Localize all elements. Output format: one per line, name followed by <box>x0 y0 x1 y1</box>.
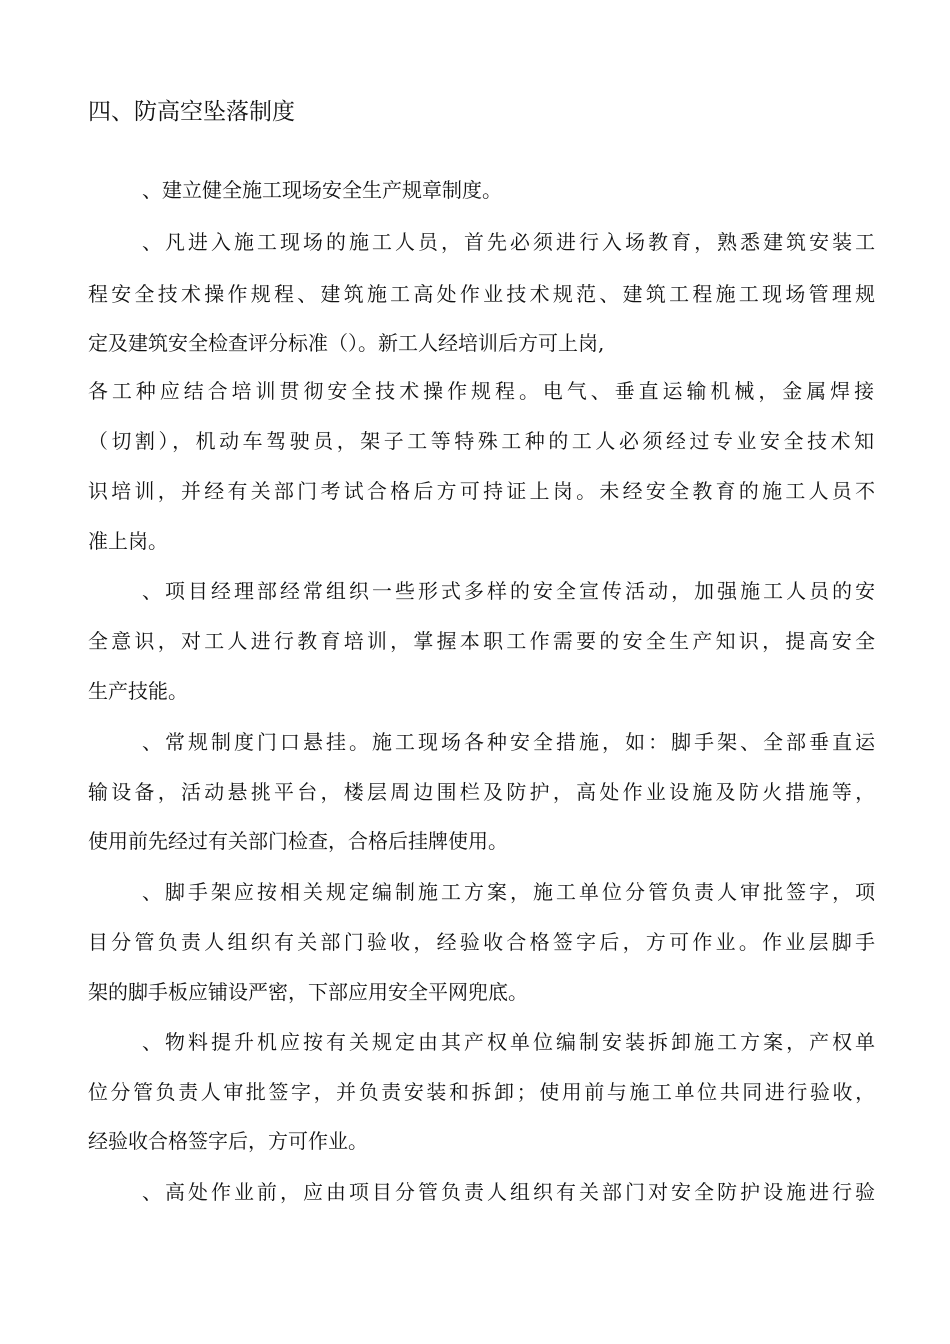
paragraph-line: 经验收合格签字后，方可作业。 <box>88 1129 368 1153</box>
paragraph-line: 架的脚手板应铺设严密，下部应用安全平网兜底。 <box>88 980 528 1004</box>
paragraph-line: 生产技能。 <box>88 679 188 703</box>
paragraph-line: 、凡进入施工现场的施工人员，首先必须进行入场教育，熟悉建筑安装工 <box>142 230 879 254</box>
paragraph-line: 、建立健全施工现场安全生产规章制度。 <box>142 178 502 202</box>
paragraph-line: 使用前先经过有关部门检查，合格后挂牌使用。 <box>88 829 508 853</box>
paragraph-line: 定及建筑安全检查评分标准（）。新工人经培训后方可上岗, <box>88 331 605 355</box>
paragraph-line: 、高处作业前，应由项目分管负责人组织有关部门对安全防护设施进行验 <box>142 1180 879 1204</box>
paragraph-line: 、脚手架应按相关规定编制施工方案，施工单位分管负责人审批签字，项 <box>142 880 879 904</box>
paragraph-line: 识培训，并经有关部门考试合格后方可持证上岗。未经安全教育的施工人员不 <box>88 479 879 503</box>
paragraph-line: 、项目经理部经常组织一些形式多样的安全宣传活动，加强施工人员的安 <box>142 579 879 603</box>
paragraph-line: 目分管负责人组织有关部门验收，经验收合格签字后，方可作业。作业层脚手 <box>88 930 879 954</box>
paragraph-line: 程安全技术操作规程、建筑施工高处作业技术规范、建筑工程施工现场管理规 <box>88 282 879 306</box>
paragraph-line: 准上岗。 <box>88 529 168 553</box>
section-heading: 四、防高空坠落制度 <box>88 99 295 125</box>
paragraph-line: 、物料提升机应按有关规定由其产权单位编制安装拆卸施工方案，产权单 <box>142 1030 879 1054</box>
paragraph-line: 、常规制度门口悬挂。施工现场各种安全措施，如：脚手架、全部垂直运 <box>142 730 879 754</box>
paragraph-line: 各工种应结合培训贯彻安全技术操作规程。电气、垂直运输机械，金属焊接 <box>88 379 879 403</box>
paragraph-line: 输设备，活动悬挑平台，楼层周边围栏及防护，高处作业设施及防火措施等， <box>88 780 879 804</box>
paragraph-line: 全意识，对工人进行教育培训，掌握本职工作需要的安全生产知识，提高安全 <box>88 629 879 653</box>
paragraph-line: （切割），机动车驾驶员，架子工等特殊工种的工人必须经过专业安全技术知 <box>88 429 878 453</box>
paragraph-line: 位分管负责人审批签字，并负责安装和拆卸；使用前与施工单位共同进行验收， <box>88 1080 878 1104</box>
